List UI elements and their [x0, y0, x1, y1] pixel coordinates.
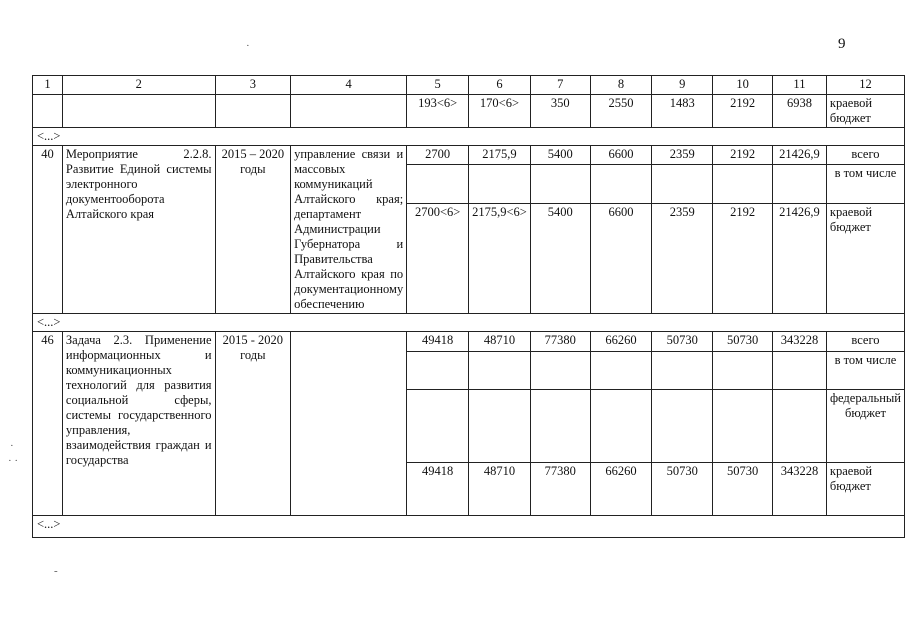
- source-cell: краевой бюджет: [826, 203, 904, 313]
- source-cell: в том числе: [826, 352, 904, 390]
- value-cell: 6600: [590, 146, 652, 165]
- row-number: [33, 95, 63, 128]
- empty-cell: [407, 390, 469, 463]
- years-cell: 2015 – 2020 годы: [215, 146, 291, 314]
- empty-cell: [652, 390, 713, 463]
- source-cell: краевой бюджет: [826, 463, 904, 516]
- source-cell: в том числе: [826, 164, 904, 203]
- empty-cell: [215, 95, 291, 128]
- column-header: 11: [772, 76, 826, 95]
- value-cell: 170<6>: [469, 95, 531, 128]
- omission-marker: <...>: [33, 516, 905, 538]
- value-cell: 2175,9<6>: [469, 203, 531, 313]
- empty-cell: [772, 352, 826, 390]
- page-number: 9: [838, 36, 846, 52]
- empty-cell: [291, 95, 407, 128]
- value-cell: 66260: [590, 332, 652, 352]
- column-header: 8: [590, 76, 652, 95]
- value-cell: 2550: [590, 95, 652, 128]
- empty-cell: [469, 352, 531, 390]
- scan-speck: · ·: [8, 455, 19, 467]
- value-cell: 48710: [469, 463, 531, 516]
- value-cell: 193<6>: [407, 95, 469, 128]
- value-cell: 66260: [590, 463, 652, 516]
- gap-row: [33, 516, 905, 538]
- column-header: 10: [713, 76, 773, 95]
- column-header: 5: [407, 76, 469, 95]
- scan-speck: ·: [10, 440, 14, 452]
- value-cell: 2700: [407, 146, 469, 165]
- empty-cell: [772, 164, 826, 203]
- scan-speck: -: [54, 565, 58, 577]
- header-row: [33, 76, 905, 95]
- value-cell: 21426,9: [772, 146, 826, 165]
- value-cell: 343228: [772, 463, 826, 516]
- value-cell: 2192: [713, 203, 773, 313]
- empty-cell: [590, 390, 652, 463]
- column-header: 7: [530, 76, 590, 95]
- table-row: [33, 146, 905, 165]
- empty-cell: [652, 164, 713, 203]
- empty-cell: [530, 164, 590, 203]
- column-header: 2: [62, 76, 215, 95]
- empty-cell: [407, 164, 469, 203]
- empty-cell: [590, 164, 652, 203]
- value-cell: 49418: [407, 463, 469, 516]
- row-number: 40: [33, 146, 63, 314]
- column-header: 9: [652, 76, 713, 95]
- source-cell: краевой бюджет: [826, 95, 904, 128]
- value-cell: 5400: [530, 203, 590, 313]
- value-cell: 2175,9: [469, 146, 531, 165]
- column-header: 3: [215, 76, 291, 95]
- value-cell: 50730: [652, 332, 713, 352]
- value-cell: 1483: [652, 95, 713, 128]
- value-cell: 77380: [530, 332, 590, 352]
- gap-row: [33, 128, 905, 146]
- column-header: 1: [33, 76, 63, 95]
- measure-name: Мероприятие 2.2.8. Развитие Единой системы электронного документооборота Алтайского края: [62, 146, 215, 314]
- source-cell: всего: [826, 146, 904, 165]
- column-header: 4: [291, 76, 407, 95]
- value-cell: 21426,9: [772, 203, 826, 313]
- executor-cell: [291, 332, 407, 516]
- table-row: [33, 332, 905, 352]
- value-cell: 50730: [652, 463, 713, 516]
- empty-cell: [62, 95, 215, 128]
- empty-cell: [652, 352, 713, 390]
- value-cell: 2700<6>: [407, 203, 469, 313]
- executor-cell: управление связи и массовых коммуникаций Алтайского края; департамент Администрации Губернатора и Правительства Алтайского края по документационному обеспечению: [291, 146, 407, 314]
- task-name: Задача 2.3. Применение информационных и коммуникационных технологий для развития социальной сферы, системы государственного управления, взаимодействия граждан и государства: [62, 332, 215, 516]
- row-number: 46: [33, 332, 63, 516]
- scan-speck: ·: [246, 40, 250, 52]
- value-cell: 6938: [772, 95, 826, 128]
- omission-marker: <...>: [33, 314, 905, 332]
- omission-marker: <...>: [33, 128, 905, 146]
- empty-cell: [530, 390, 590, 463]
- value-cell: 350: [530, 95, 590, 128]
- value-cell: 5400: [530, 146, 590, 165]
- value-cell: 2192: [713, 95, 773, 128]
- gap-row: [33, 314, 905, 332]
- value-cell: 6600: [590, 203, 652, 313]
- empty-cell: [713, 390, 773, 463]
- source-cell: федеральный бюджет: [826, 390, 904, 463]
- years-cell: 2015 - 2020 годы: [215, 332, 291, 516]
- value-cell: 2359: [652, 146, 713, 165]
- source-cell: всего: [826, 332, 904, 352]
- value-cell: 49418: [407, 332, 469, 352]
- value-cell: 2192: [713, 146, 773, 165]
- column-header: 6: [469, 76, 531, 95]
- empty-cell: [530, 352, 590, 390]
- column-header: 12: [826, 76, 904, 95]
- value-cell: 343228: [772, 332, 826, 352]
- empty-cell: [469, 390, 531, 463]
- value-cell: 50730: [713, 463, 773, 516]
- empty-cell: [713, 352, 773, 390]
- value-cell: 48710: [469, 332, 531, 352]
- table-row: [33, 95, 905, 128]
- empty-cell: [772, 390, 826, 463]
- empty-cell: [590, 352, 652, 390]
- empty-cell: [469, 164, 531, 203]
- value-cell: 50730: [713, 332, 773, 352]
- value-cell: 77380: [530, 463, 590, 516]
- budget-table: [32, 75, 905, 538]
- empty-cell: [713, 164, 773, 203]
- value-cell: 2359: [652, 203, 713, 313]
- empty-cell: [407, 352, 469, 390]
